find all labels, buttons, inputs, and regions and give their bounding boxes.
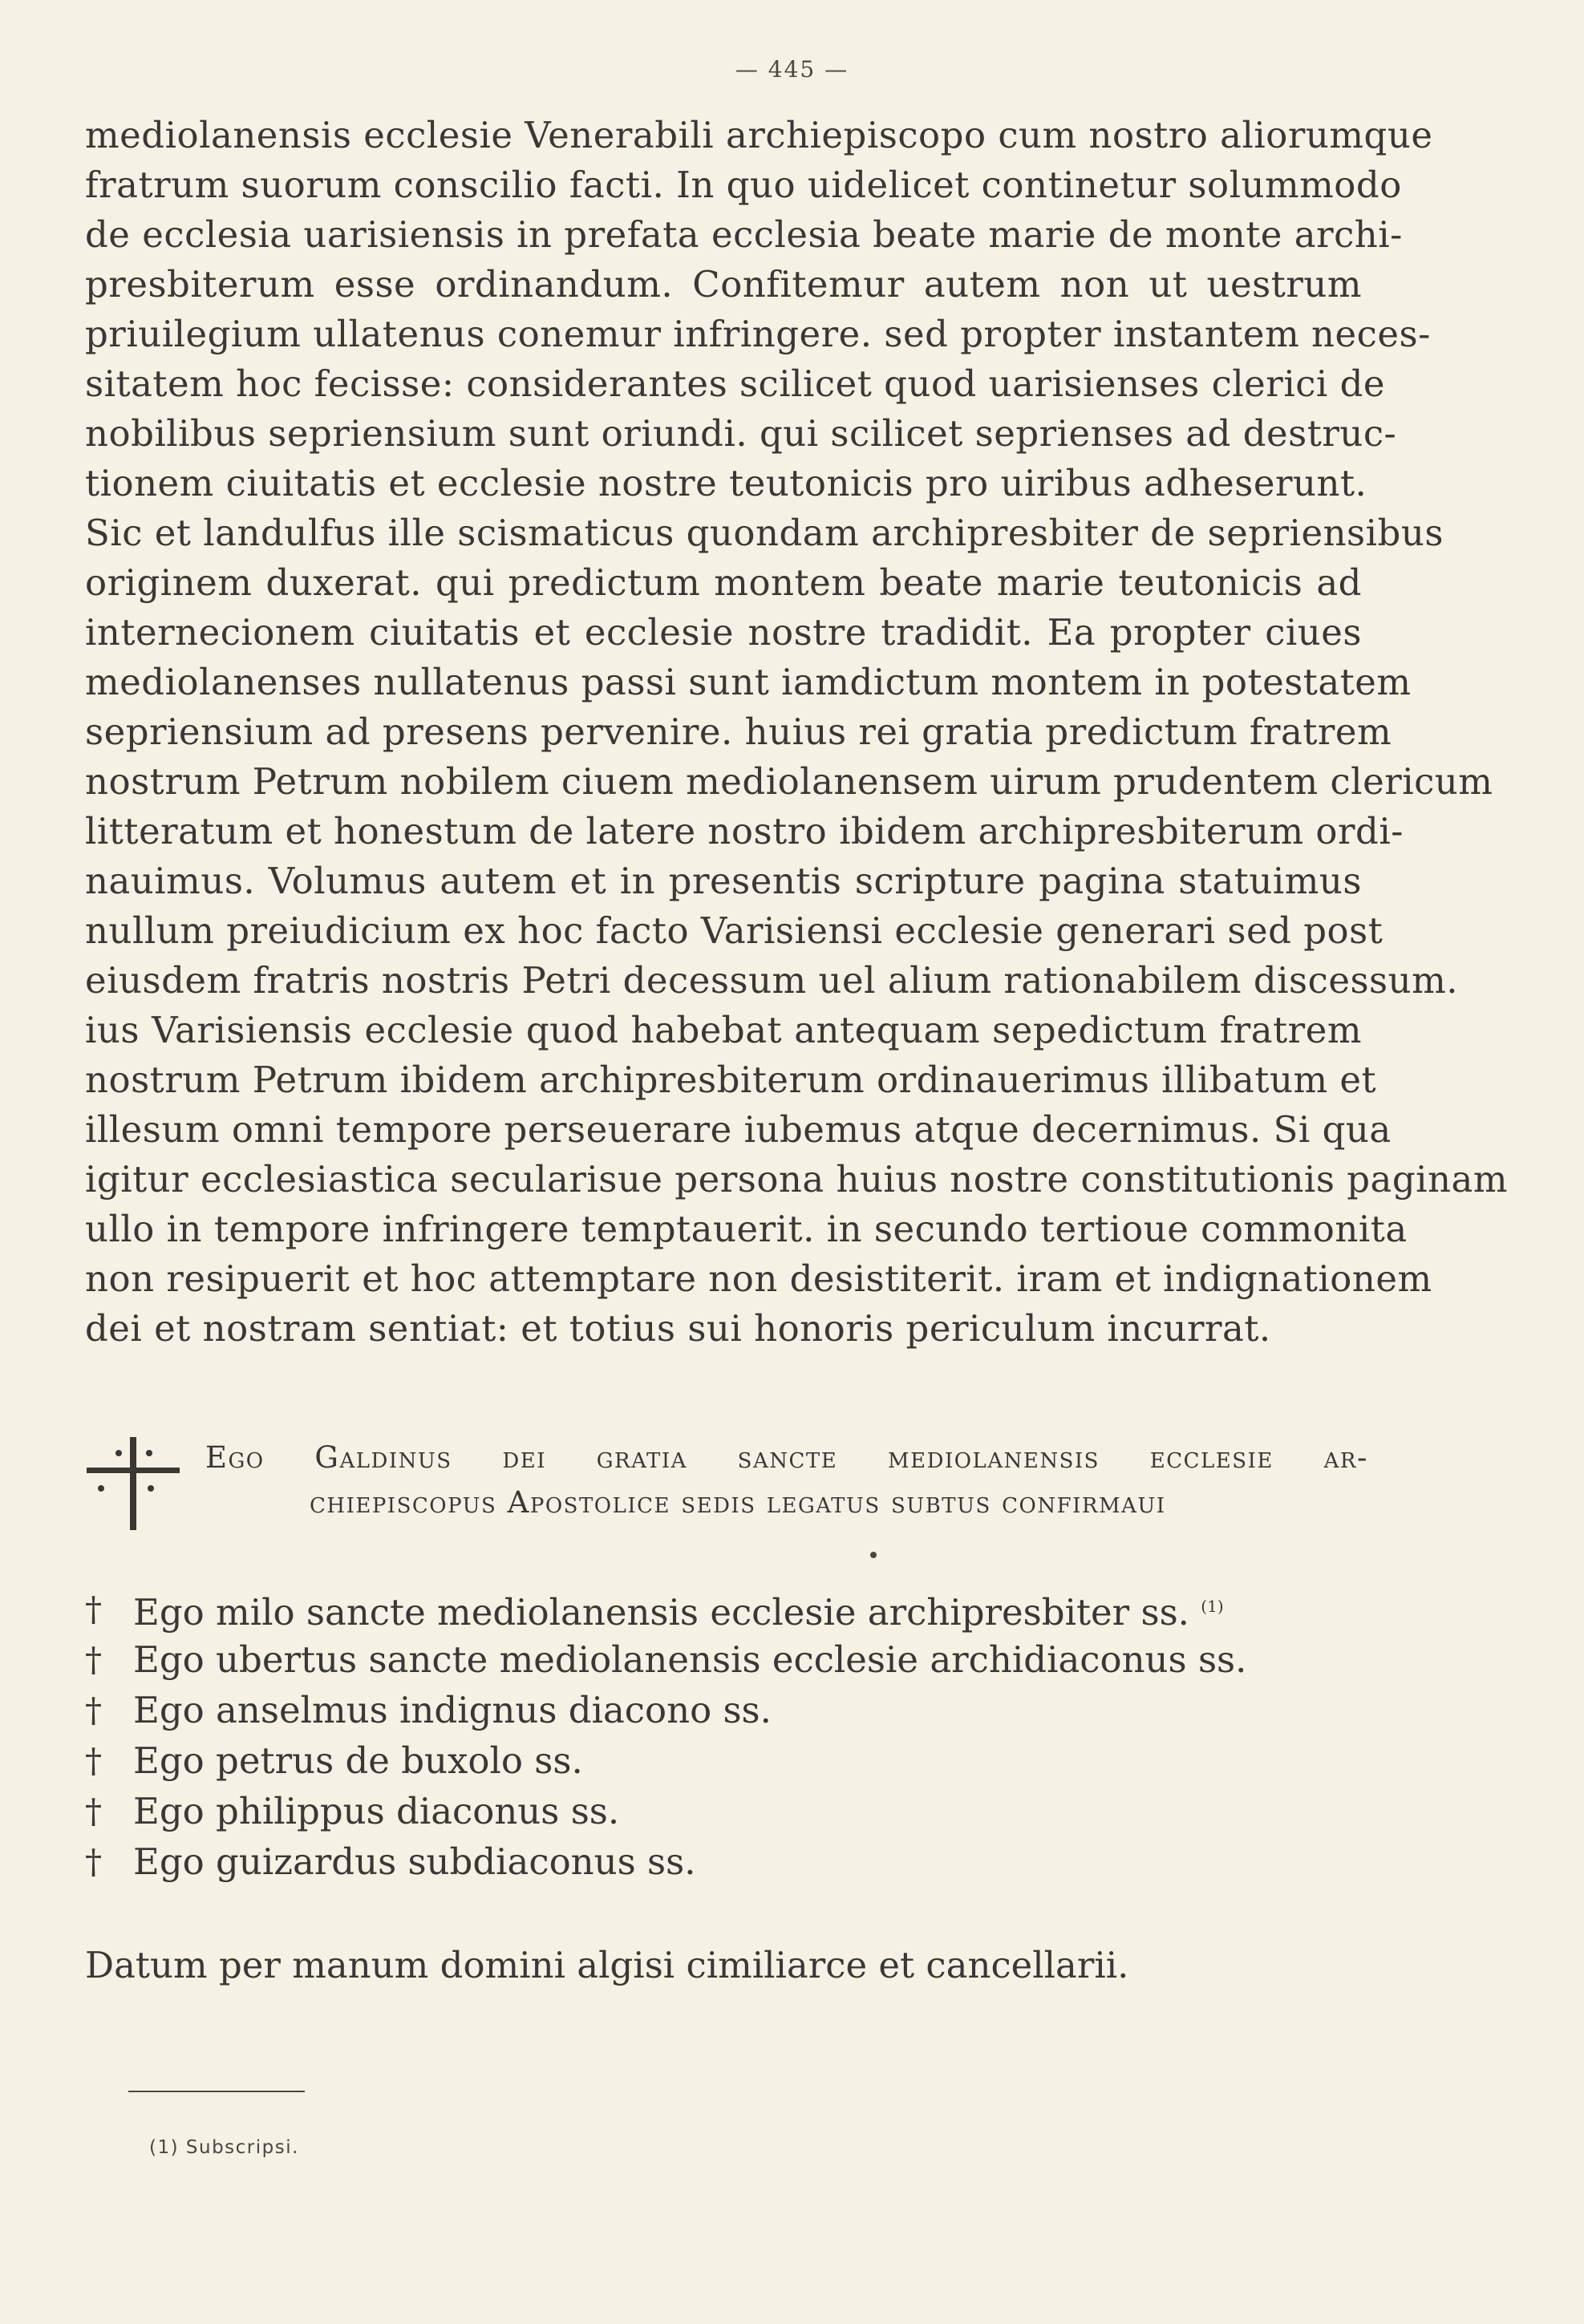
footnote-divider bbox=[128, 2091, 305, 2092]
text-line: internecionem ciuitatis et ecclesie nostre tradidit. Ea propter ciues bbox=[85, 611, 1362, 654]
text-line: priuilegium ullatenus conemur infringere. sed propter instantem neces- bbox=[85, 313, 1431, 355]
signature-line-1: Ego Galdinus dei gratia sancte mediolanensis ecclesie ar- bbox=[205, 1440, 1368, 1475]
text-line: eiusdem fratris nostris Petri decessum uel alium rationabilem discessum. bbox=[85, 959, 1459, 1002]
text-line: non resipuerit et hoc attemptare non desistiterit. iram et indignationem bbox=[85, 1257, 1432, 1300]
text-line: illesum omni tempore perseuerare iubemus atque decernimus. Si qua bbox=[85, 1108, 1392, 1151]
subscription-row bbox=[85, 1786, 1368, 1836]
text-line: igitur ecclesiastica secularisue persona huius nostre constitutionis paginam bbox=[85, 1158, 1509, 1200]
text-line: sitatem hoc fecisse: considerantes scilicet quod uarisienses clerici de bbox=[85, 362, 1386, 405]
dot-mark bbox=[870, 1552, 877, 1558]
signature-line-2: chiepiscopus Apostolice sedis legatus subtus confirmaui bbox=[310, 1485, 1166, 1520]
subscription-text: Ego guizardus subdiaconus ss. bbox=[133, 1840, 696, 1883]
text-line: mediolanensis ecclesie Venerabili archiepiscopo cum nostro aliorumque bbox=[85, 114, 1433, 156]
footnote-ref: (1) bbox=[1201, 1596, 1224, 1616]
subscription-row bbox=[85, 1836, 1368, 1887]
dagger-icon: † bbox=[85, 1690, 102, 1730]
text-line: nullum preiudicium ex hoc facto Varisiensi ecclesie generari sed post bbox=[85, 909, 1383, 952]
text-line: fratrum suorum conscilio facti. In quo uidelicet continetur solummodo bbox=[85, 164, 1402, 206]
text-line: nauimus. Volumus autem et in presentis scripture pagina statuimus bbox=[85, 860, 1362, 902]
archbishop-signature bbox=[85, 1435, 1368, 1540]
subscription-row bbox=[85, 1634, 1368, 1685]
text-line: presbiterum esse ordinandum. Confitemur autem non ut uestrum bbox=[85, 263, 1362, 306]
dagger-icon: † bbox=[85, 1589, 102, 1629]
dagger-icon: † bbox=[85, 1640, 102, 1679]
subscription-row bbox=[85, 1685, 1368, 1735]
subscription-text: Ego philippus diaconus ss. bbox=[133, 1790, 620, 1832]
text-line: originem duxerat. qui predictum montem beate marie teutonicis ad bbox=[85, 561, 1362, 604]
text-line: dei et nostram sentiat: et totius sui honoris periculum incurrat. bbox=[85, 1307, 1271, 1350]
dagger-icon: † bbox=[85, 1842, 102, 1881]
signum-cross-icon bbox=[85, 1435, 181, 1532]
text-line: sepriensium ad presens pervenire. huius rei gratia predictum fratrem bbox=[85, 711, 1392, 753]
text-line: litteratum et honestum de latere nostro ibidem archipresbiterum ordi- bbox=[85, 810, 1404, 852]
text-line: de ecclesia uarisiensis in prefata ecclesia beate marie de monte archi- bbox=[85, 213, 1403, 256]
datum-line: Datum per manum domini algisi cimiliarce et cancellarii. bbox=[85, 1944, 1129, 1986]
subscription-row bbox=[85, 1584, 1368, 1634]
text-line: mediolanenses nullatenus passi sunt iamdictum montem in potestatem bbox=[85, 661, 1412, 703]
text-line: nobilibus sepriensium sunt oriundi. qui scilicet seprienses ad destruc- bbox=[85, 412, 1397, 455]
subscription-text: Ego milo sancte mediolanensis ecclesie archipresbiter ss. $^{(1)}$ bbox=[133, 1590, 1224, 1634]
text-line: nostrum Petrum nobilem ciuem mediolanensem uirum prudentem clericum bbox=[85, 760, 1493, 803]
subscription-text: Ego ubertus sancte mediolanensis ecclesie archidiaconus ss. bbox=[133, 1638, 1247, 1681]
dagger-icon: † bbox=[85, 1792, 102, 1831]
dagger-icon: † bbox=[85, 1741, 102, 1780]
text-line: ullo in tempore infringere temptauerit. in secundo tertioue commonita bbox=[85, 1208, 1408, 1250]
subscriptions-list bbox=[85, 1584, 1368, 1887]
charter-body-text bbox=[85, 111, 1509, 1354]
footnote: (1) Subscripsi. bbox=[149, 2137, 299, 2158]
subscription-text: Ego petrus de buxolo ss. bbox=[133, 1739, 583, 1782]
text-line: ius Varisiensis ecclesie quod habebat antequam sepedictum fratrem bbox=[85, 1009, 1362, 1051]
text-line: Sic et landulfus ille scismaticus quondam archipresbiter de sepriensibus bbox=[85, 512, 1444, 554]
text-line: tionem ciuitatis et ecclesie nostre teutonicis pro uiribus adheserunt. bbox=[85, 462, 1367, 504]
page-number: — 445 — bbox=[735, 56, 849, 83]
text-line: nostrum Petrum ibidem archipresbiterum ordinauerimus illibatum et bbox=[85, 1059, 1377, 1101]
subscription-row bbox=[85, 1735, 1368, 1786]
subscription-text: Ego anselmus indignus diacono ss. bbox=[133, 1689, 772, 1731]
